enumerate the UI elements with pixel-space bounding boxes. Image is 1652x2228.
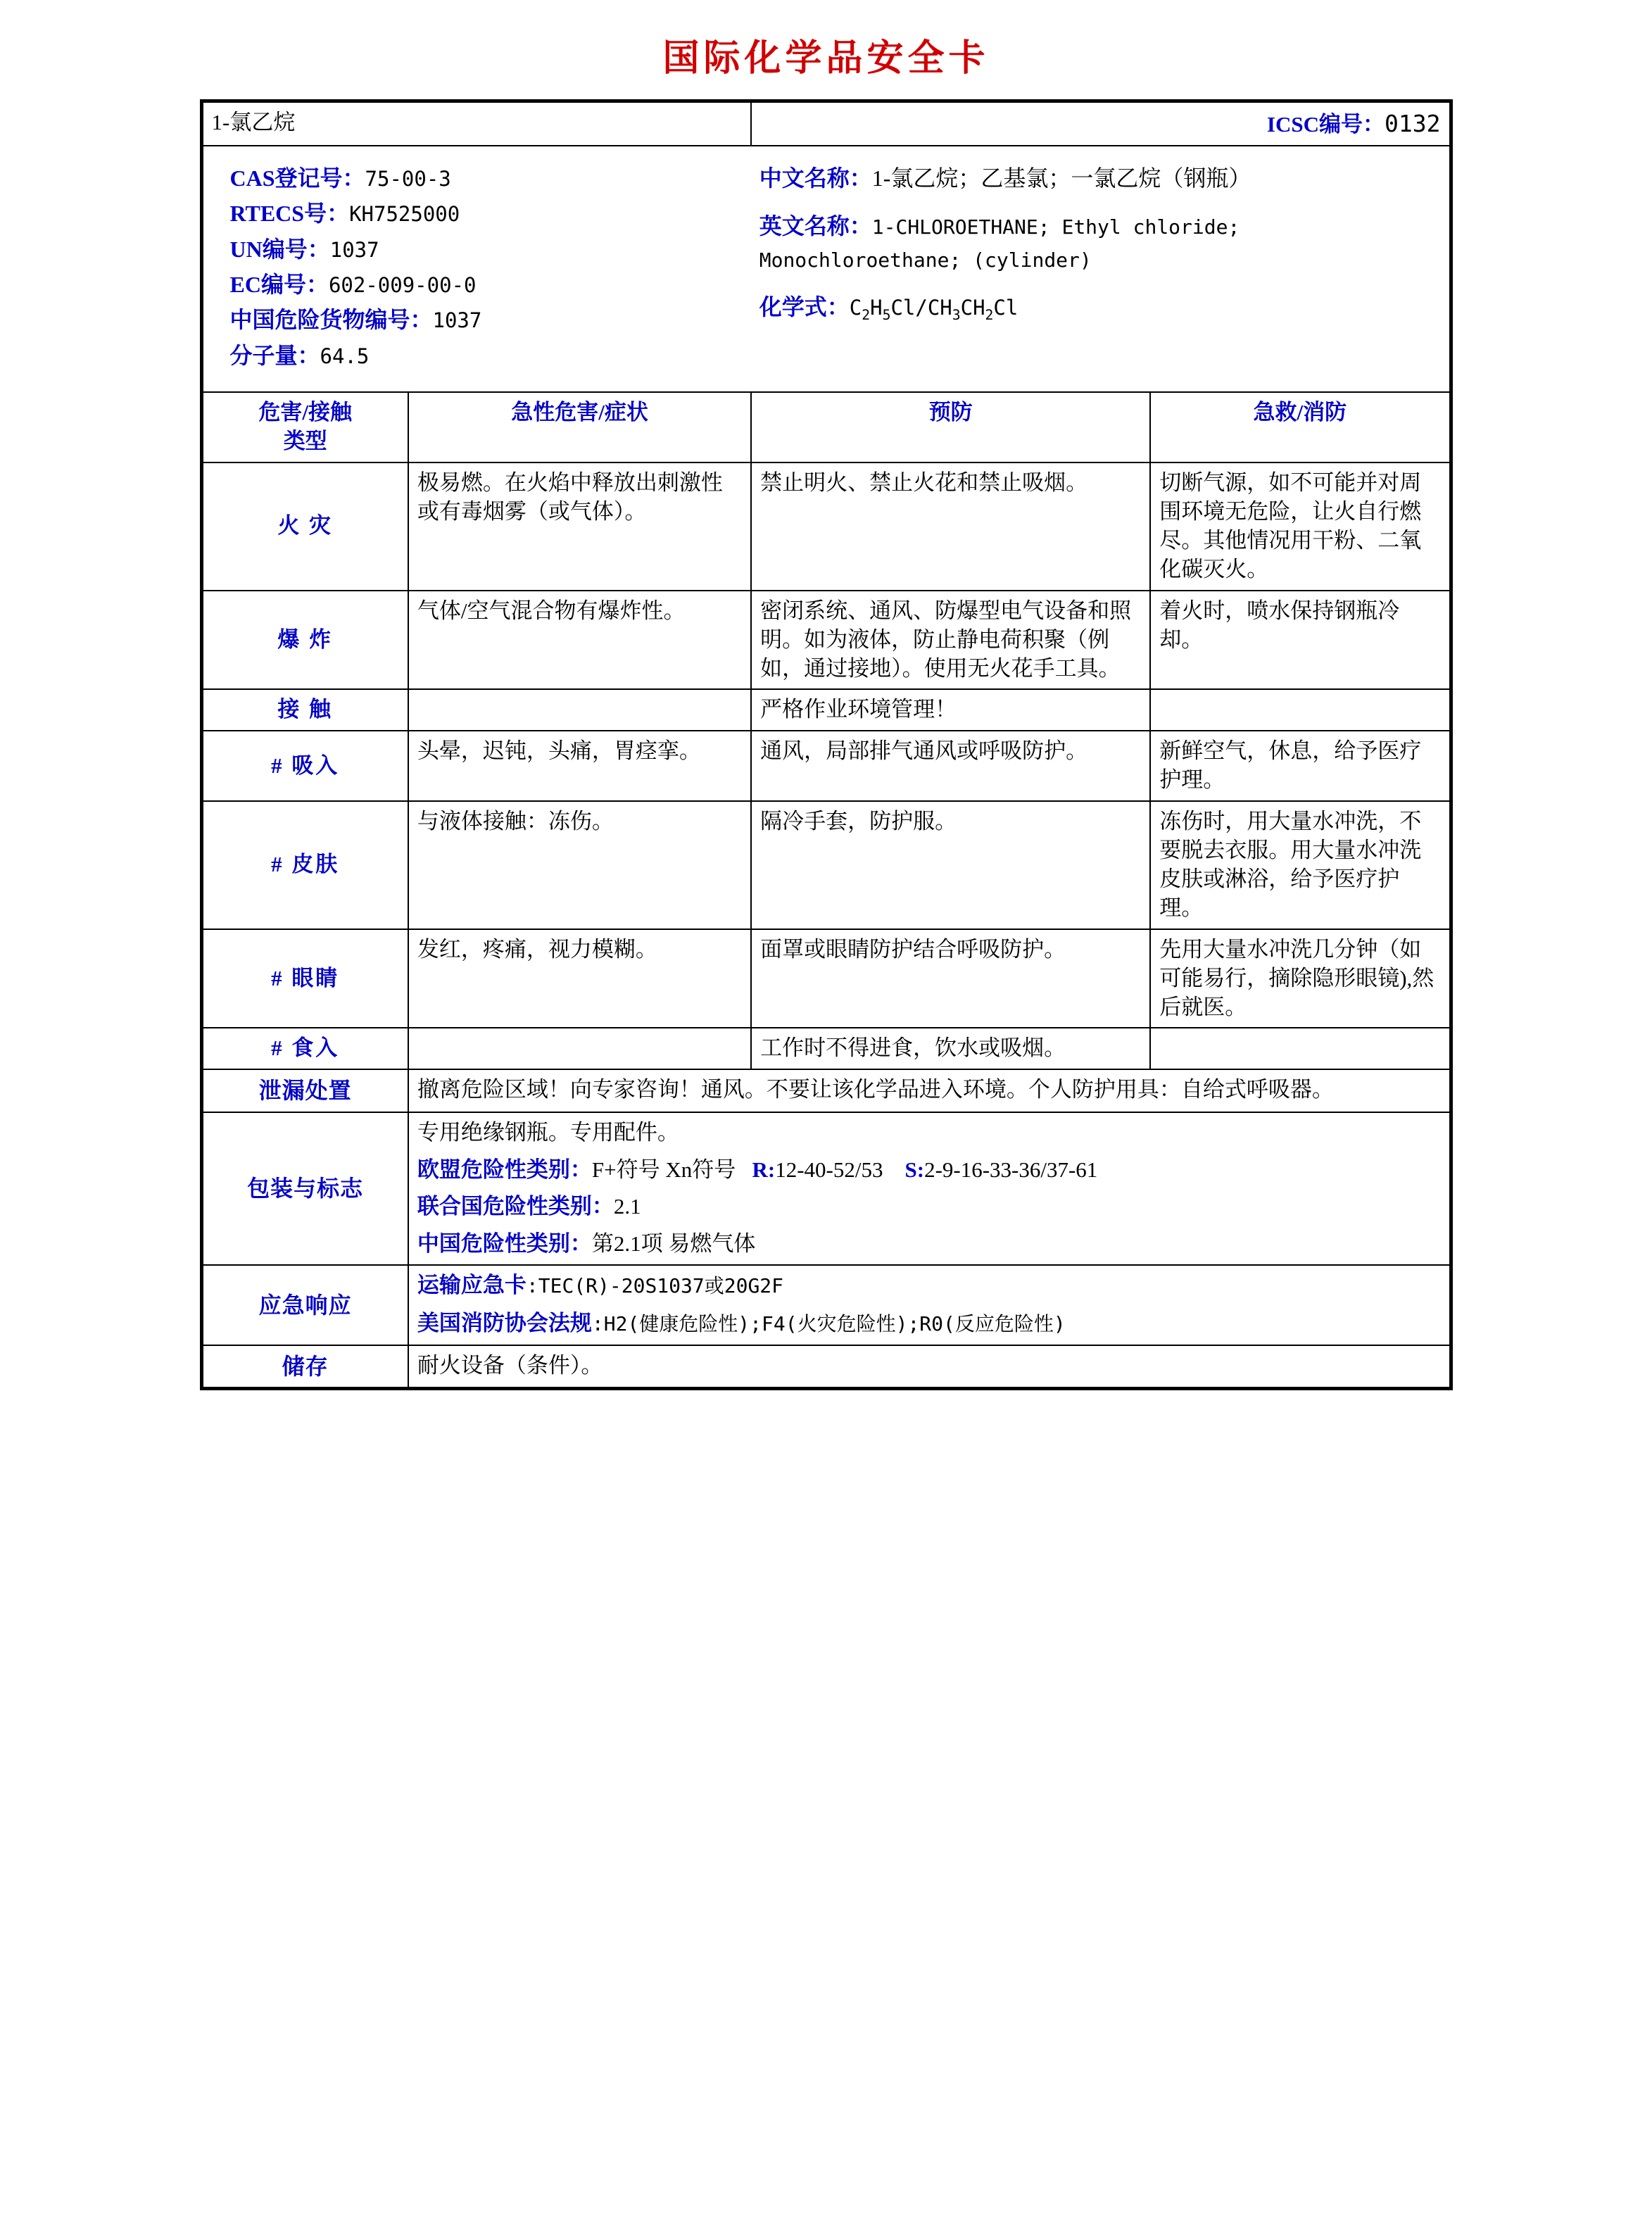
- ec-line: [230, 268, 745, 301]
- mw-value: 64.5: [320, 344, 370, 368]
- icsc-label: ICSC编号：: [1266, 112, 1385, 137]
- skin-acute: 与液体接触：冻伤。: [408, 801, 751, 929]
- fire-firstaid: 切断气源，如不可能并对周围环境无危险，让火自行燃尽。其他情况用干粉、二氧化碳灭火。: [1150, 462, 1449, 591]
- emergency-label: 应急响应: [203, 1265, 408, 1345]
- exposure-prevention: 严格作业环境管理！: [751, 689, 1150, 731]
- icsc-number: 0132: [1385, 110, 1441, 137]
- skin-firstaid: 冻伤时，用大量水冲洗，不要脱去衣服。用大量水冲洗皮肤或淋浴，给予医疗护理。: [1150, 801, 1449, 929]
- en-name-label: 英文名称：: [759, 213, 872, 239]
- transport-card-line: [417, 1271, 1441, 1301]
- packaging-s-label: S:: [904, 1157, 925, 1182]
- cn-dangerous-line: [230, 303, 745, 336]
- emergency-content: [408, 1265, 1450, 1345]
- row-label-inhalation: # 吸入: [203, 731, 408, 801]
- cas-label: CAS登记号：: [229, 165, 365, 191]
- en-name-value: 1-CHLOROETHANE; Ethyl chloride; Monochloroethane; (cylinder): [759, 215, 1240, 272]
- exposure-acute: [408, 689, 751, 731]
- packaging-cn-line: [417, 1230, 1441, 1259]
- row-label-eyes: # 眼睛: [203, 929, 408, 1028]
- eyes-prevention: 面罩或眼睛防护结合呼吸防护。: [751, 929, 1150, 1028]
- ingestion-prevention: 工作时不得进食，饮水或吸烟。: [751, 1028, 1150, 1069]
- identification-left: [212, 152, 752, 386]
- packaging-content: [408, 1112, 1450, 1266]
- nfpa-label: 美国消防协会法规: [417, 1311, 592, 1336]
- packaging-eu-line: [417, 1156, 1441, 1185]
- explosion-firstaid: 着火时，喷水保持钢瓶冷却。: [1150, 591, 1449, 690]
- inhalation-prevention: 通风，局部排气通风或呼吸防护。: [751, 731, 1150, 801]
- storage-text: 耐火设备（条件）。: [408, 1345, 1450, 1387]
- packaging-label: 包装与标志: [203, 1112, 408, 1266]
- spillage-label: 泄漏处置: [203, 1069, 408, 1112]
- packaging-un-label: 联合国危险性类别：: [417, 1194, 614, 1219]
- table-row: [203, 591, 1450, 690]
- nfpa-value: :H2(健康危险性);F4(火灾危险性);R0(反应危险性): [591, 1312, 1066, 1336]
- row-label-explosion: 爆 炸: [203, 591, 408, 690]
- substance-name-cell: [203, 102, 752, 146]
- packaging-eu-label: 欧盟危险性类别：: [417, 1157, 592, 1182]
- spillage-text: 撤离危险区域！向专家咨询！通风。不要让该化学品进入环境。个人防护用具：自给式呼吸器。: [408, 1069, 1450, 1112]
- rtecs-value: KH7525000: [349, 202, 460, 227]
- packaging-s-value: 2-9-16-33-36/37-61: [924, 1157, 1098, 1182]
- row-label-exposure: 接 触: [203, 689, 408, 731]
- skin-prevention: 隔冷手套，防护服。: [751, 801, 1150, 929]
- formula-label: 化学式：: [759, 294, 850, 320]
- header-row: [203, 102, 1450, 146]
- emergency-row: [203, 1265, 1450, 1345]
- cn-name-label: 中文名称：: [759, 165, 872, 191]
- formula-value: $C_2H_5Cl/CH_3CH_2Cl$: [849, 296, 1019, 323]
- table-row: [203, 462, 1450, 591]
- un-value: 1037: [329, 237, 379, 262]
- cas-value: 75-00-3: [365, 166, 451, 191]
- column-hazard-type-line2: 类型: [283, 429, 327, 454]
- column-hazard-type: [203, 392, 408, 462]
- packaging-r-value: 12-40-52/53: [775, 1157, 883, 1182]
- packaging-un-value: 2.1: [613, 1194, 641, 1219]
- ec-label: EC编号：: [229, 272, 329, 298]
- transport-card-value: :TEC(R)-20S1037或20G2F: [526, 1274, 784, 1298]
- table-row: [203, 731, 1450, 801]
- cn-name-value: 1-氯乙烷；乙基氯；一氯乙烷（钢瓶）: [871, 165, 1251, 191]
- eyes-firstaid: 先用大量水冲洗几分钟（如可能易行，摘除隐形眼镜),然后就医。: [1150, 929, 1449, 1028]
- table-row: [203, 1028, 1450, 1069]
- row-label-ingestion: # 食入: [203, 1028, 408, 1069]
- cn-dangerous-value: 1037: [432, 308, 482, 333]
- explosion-prevention: 密闭系统、通风、防爆型电气设备和照明。如为液体，防止静电荷积聚（例如，通过接地）。使用无火花手工具。: [751, 591, 1150, 690]
- un-line: [230, 233, 745, 265]
- storage-row: [203, 1345, 1450, 1387]
- icsc-table: [202, 101, 1451, 1388]
- transport-card-label: 运输应急卡: [417, 1273, 527, 1298]
- column-firstaid: 急救/消防: [1150, 392, 1449, 462]
- cn-name-line: [759, 162, 1427, 194]
- un-label: UN编号：: [229, 236, 330, 262]
- column-header-row: [203, 392, 1450, 462]
- rtecs-line: [230, 197, 745, 229]
- packaging-cn-label: 中国危险性类别：: [417, 1231, 592, 1257]
- packaging-r-label: R:: [752, 1157, 776, 1182]
- column-hazard-type-line1: 危害/接触: [258, 400, 352, 425]
- inhalation-acute: 头晕，迟钝，头痛，胃痉挛。: [408, 731, 751, 801]
- molecular-weight-line: [230, 339, 745, 372]
- rtecs-label: RTECS号：: [229, 201, 350, 227]
- storage-label: 储存: [203, 1345, 408, 1387]
- icsc-card: [200, 99, 1453, 1390]
- nfpa-line: [417, 1309, 1441, 1339]
- ec-value: 602-009-00-0: [328, 273, 477, 298]
- packaging-line1: 专用绝缘钢瓶。专用配件。: [417, 1119, 679, 1145]
- formula-line: [759, 291, 1427, 325]
- mw-label: 分子量：: [229, 342, 320, 368]
- table-row: [203, 801, 1450, 929]
- cas-line: [230, 162, 745, 194]
- fire-prevention: 禁止明火、禁止火花和禁止吸烟。: [751, 462, 1150, 591]
- eyes-acute: 发红，疼痛，视力模糊。: [408, 929, 751, 1028]
- column-prevention: 预防: [751, 392, 1150, 462]
- identification-right: [752, 152, 1441, 386]
- substance-name: 1-氯乙烷: [211, 110, 296, 134]
- packaging-un-line: [417, 1192, 1441, 1221]
- identification-row: [203, 146, 1450, 392]
- cn-dangerous-label: 中国危险货物编号：: [229, 307, 433, 333]
- ingestion-acute: [408, 1028, 751, 1069]
- table-row: [203, 929, 1450, 1028]
- packaging-cn-value: 第2.1项 易燃气体: [591, 1231, 756, 1257]
- row-label-skin: # 皮肤: [203, 801, 408, 929]
- column-acute: 急性危害/症状: [408, 392, 751, 462]
- inhalation-firstaid: 新鲜空气，休息，给予医疗护理。: [1150, 731, 1449, 801]
- exposure-firstaid: [1150, 689, 1449, 731]
- en-name-line: [759, 210, 1427, 275]
- packaging-row: [203, 1112, 1450, 1266]
- fire-acute: 极易燃。在火焰中释放出刺激性或有毒烟雾（或气体）。: [408, 462, 751, 591]
- table-row: [203, 689, 1450, 731]
- identification-cell: [203, 146, 1450, 392]
- packaging-eu-value: F+符号 Xn符号: [591, 1157, 736, 1182]
- icsc-number-cell: [751, 102, 1449, 146]
- row-label-fire: 火 灾: [203, 462, 408, 591]
- spillage-row: [203, 1069, 1450, 1112]
- ingestion-firstaid: [1150, 1028, 1449, 1069]
- explosion-acute: 气体/空气混合物有爆炸性。: [408, 591, 751, 690]
- page-title: 国际化学品安全卡: [662, 37, 990, 80]
